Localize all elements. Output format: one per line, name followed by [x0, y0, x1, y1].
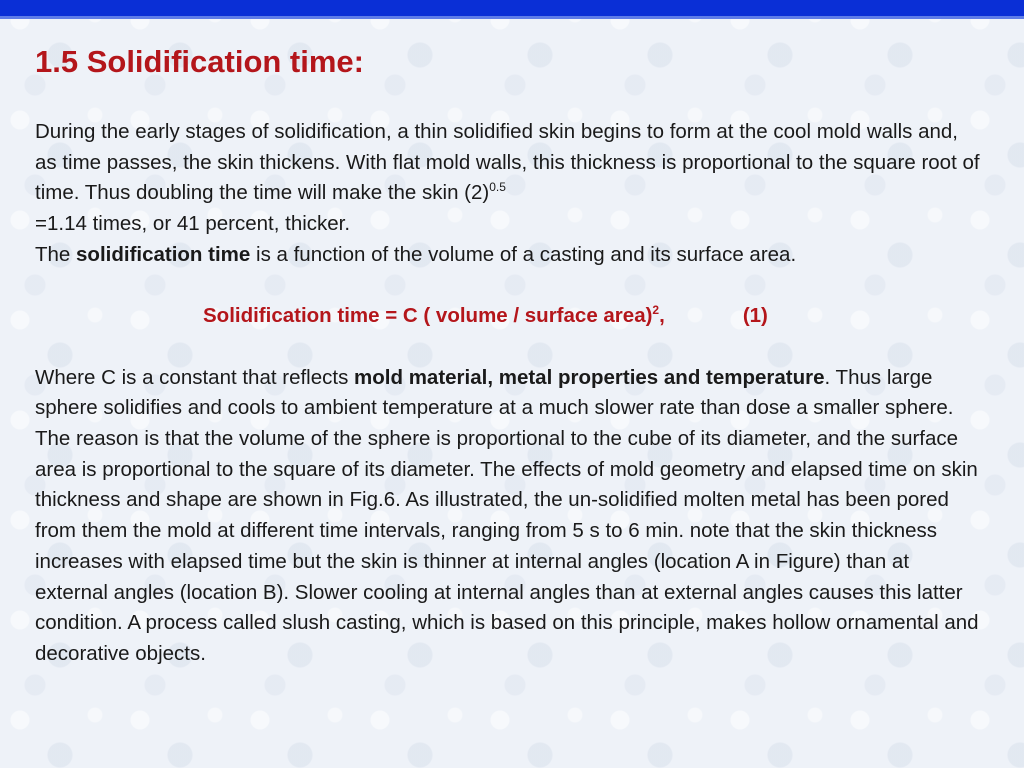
equation-line: [35, 301, 985, 332]
paragraph-constant-c-after: . Thus large sphere solidifies and cools to ambient temperature at a much slower rate than dose a smaller sphere. The reason is that the volume of the sphere is proportional to the cube of its diameter, and the surface area is proportional to the square of its diameter. The effects of mold geometry and elapsed time on skin thickness and shape are shown in Fig.6. As illustrated, the un-solidified molten metal has been pored from them the mold at different time intervals, ranging from 5 s to 6 min. note that the skin thickness increases with elapsed time but the skin is thinner at internal angles (location A in Figure) than at external angles (location B). Slower cooling at internal angles than at external angles causes this latter condition. A process called slush casting, which is based on this principle, makes hollow ornamental and decorative objects.: [35, 365, 979, 665]
paragraph-constant-c: [35, 363, 985, 670]
paragraph-skin-thickness-tail: =1.14 times, or 41 percent, thicker.: [35, 212, 351, 236]
equation-number: (1): [742, 304, 768, 328]
slide-title: 1.5 Solidification time:: [35, 44, 364, 79]
equation-suffix: ,: [659, 304, 665, 328]
top-accent-bar: [0, 0, 1024, 16]
paragraph-skin-thickness: [35, 117, 985, 240]
paragraph-constant-c-before: Where C is a constant that reflects: [35, 365, 355, 389]
equation-text: Solidification time = C ( volume / surface area): [203, 304, 653, 328]
paragraph-solidification-time: [35, 240, 985, 271]
equation-exponent: 2: [652, 303, 660, 318]
paragraph-skin-thickness-text: During the early stages of solidification, a thin solidified skin begins to form at the cool mold walls and, as time passes, the skin thickens. With flat mold walls, this thickness is proportional to the square root of time. Thus doubling the time will make the skin (2): [35, 120, 980, 205]
exponent-0-5: 0.5: [489, 180, 506, 195]
top-accent-line: [0, 16, 1024, 19]
spacer: [35, 332, 985, 363]
bold-solidification-time: solidification time: [76, 242, 251, 266]
paragraph-solidification-time-before: The: [35, 242, 77, 266]
slide-body: [35, 117, 985, 670]
spacer: [35, 271, 985, 302]
bold-mold-material: mold material, metal properties and temperature: [354, 365, 825, 389]
paragraph-solidification-time-after: is a function of the volume of a casting and its surface area.: [250, 242, 797, 266]
